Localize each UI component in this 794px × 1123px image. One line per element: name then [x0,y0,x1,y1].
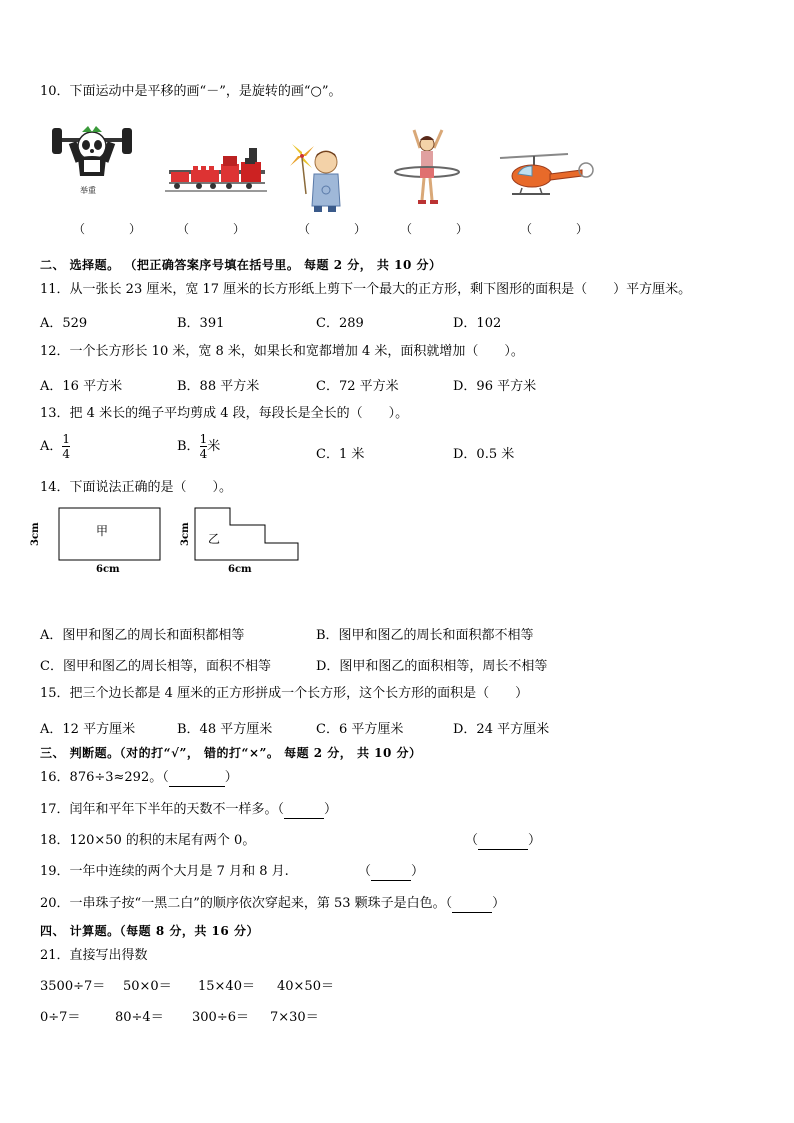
section-4-title: 四、 计算题。（每题 8 分，共 16 分） [40,924,259,938]
figure-jia-height-label: 3cm [30,522,41,546]
q11-option-d[interactable]: D．102 [453,316,502,331]
q14-option-c[interactable]: C．图甲和图乙的周长相等，面积不相等 [40,659,271,674]
q20 [40,896,505,913]
q14-option-a[interactable]: A．图甲和图乙的周长和面积都相等 [40,628,245,643]
q13-option-b[interactable] [177,432,220,461]
q13-option-a-label: A． [40,439,63,454]
q15-option-c[interactable]: C．6 平方厘米 [316,722,404,737]
weightlift-caption: 举重 [80,186,96,195]
q15-text: 15．把三个边长都是 4 厘米的正方形拼成一个长方形，这个长方形的面积是（ ） [40,686,529,701]
q21-row2-item1: 0÷7＝ [40,1010,81,1025]
q19-answer: （ ） [358,864,425,879]
q19-text: 19．一年中连续的两个大月是 7 月和 8 月. [40,864,289,879]
q18-answer: （ ） [465,833,542,848]
q10-answer-paren-4[interactable]: （ ） [400,222,471,236]
q21-row1-item3: 15×40＝ [198,979,255,994]
q16-close: ） [224,770,238,785]
q18-text: 18．120×50 的积的末尾有两个 0。 [40,833,256,848]
q21-row1-item1: 3500÷7＝ [40,979,106,994]
q13-option-a-fraction: $\frac{1}{4}$ [62,432,71,461]
q11-option-a[interactable]: A．529 [40,316,88,331]
q15-option-d[interactable]: D．24 平方厘米 [453,722,550,737]
train-image [165,144,267,192]
q20-close: ） [492,896,506,911]
q15-option-a[interactable]: A．12 平方厘米 [40,722,136,737]
q14-option-d[interactable]: D．图甲和图乙的面积相等，周长不相等 [316,659,548,674]
helicopter-image [498,150,596,198]
q12-text: 12．一个长方形长 10 米，宽 8 米，如果长和宽都增加 4 米，面积就增加（ ）。 [40,344,524,359]
q12-option-b[interactable]: B．88 平方米 [177,379,260,394]
q14-option-b[interactable]: B．图甲和图乙的周长和面积都不相等 [316,628,534,643]
q21-row2-item4: 7×30＝ [270,1010,319,1025]
hula-hoop-girl-image [392,126,462,210]
q11-option-b[interactable]: B．391 [177,316,225,331]
q13-option-a[interactable] [40,432,70,461]
q10-answer-paren-1[interactable]: （ ） [73,222,144,236]
q17 [40,802,337,819]
q13-option-c[interactable]: C．1 米 [316,447,365,462]
q13-option-b-label: B． [177,439,200,454]
section-3-title: 三、 判断题。（对的打“√”， 错的打“×”。 每题 2 分， 共 10 分） [40,746,422,760]
q10-answer-paren-2[interactable]: （ ） [177,222,248,236]
figure-yi-height-label: 3cm [180,522,191,546]
pinwheel-boy-image [288,134,348,214]
q19-answer-blank[interactable] [371,864,411,881]
q13-option-b-fraction: $\frac{1}{4}$ [199,432,208,461]
q11-option-c[interactable]: C．289 [316,316,364,331]
q17-text: 17．闰年和平年下半年的天数不一样多。（ [40,802,285,817]
section-2-title: 二、 选择题。 （把正确答案序号填在括号里。 每题 2 分， 共 10 分） [40,258,442,272]
q10-answer-paren-5[interactable]: （ ） [520,222,591,236]
q10-text: 10．下面运动中是平移的画“－”，是旋转的画“○”。 [40,84,342,99]
figure-yi-label: 乙 [208,532,221,546]
q10-answer-paren-3[interactable]: （ ） [298,222,369,236]
q13-text: 13．把 4 米长的绳子平均剪成 4 段，每段长是全长的（ ）。 [40,406,409,421]
q20-text: 20．一串珠子按“一黑二白”的顺序依次穿起来，第 53 颗珠子是白色。（ [40,896,453,911]
figure-yi-width-label: 6cm [228,564,252,575]
q14-text: 14．下面说法正确的是（ ）。 [40,480,233,495]
q12-option-a[interactable]: A．16 平方米 [40,379,123,394]
q21-row1-item2: 50×0＝ [123,979,172,994]
q11-text: 11．从一张长 23 厘米，宽 17 厘米的长方形纸上剪下一个最大的正方形，剩下图形的面积是（ ）平方厘米。 [40,282,692,297]
q16 [40,770,238,787]
q15-option-b[interactable]: B．48 平方厘米 [177,722,273,737]
q20-answer-blank[interactable] [452,896,492,913]
q21-text: 21．直接写出得数 [40,948,148,963]
q16-text: 16．876÷3≈292。（ [40,770,169,785]
q13-option-b-unit: 米 [207,439,221,454]
q12-option-d[interactable]: D．96 平方米 [453,379,537,394]
q16-answer-blank[interactable] [169,770,225,787]
q21-row2-item3: 300÷6＝ [192,1010,249,1025]
q21-row1-item4: 40×50＝ [277,979,334,994]
q17-close: ） [324,802,338,817]
q13-option-d[interactable]: D．0.5 米 [453,447,515,462]
q18-answer-blank[interactable] [478,833,528,850]
q12-option-c[interactable]: C．72 平方米 [316,379,399,394]
figure-jia-label: 甲 [96,524,109,538]
figure-jia-width-label: 6cm [96,564,120,575]
q17-answer-blank[interactable] [284,802,324,819]
q21-row2-item2: 80÷4＝ [115,1010,164,1025]
